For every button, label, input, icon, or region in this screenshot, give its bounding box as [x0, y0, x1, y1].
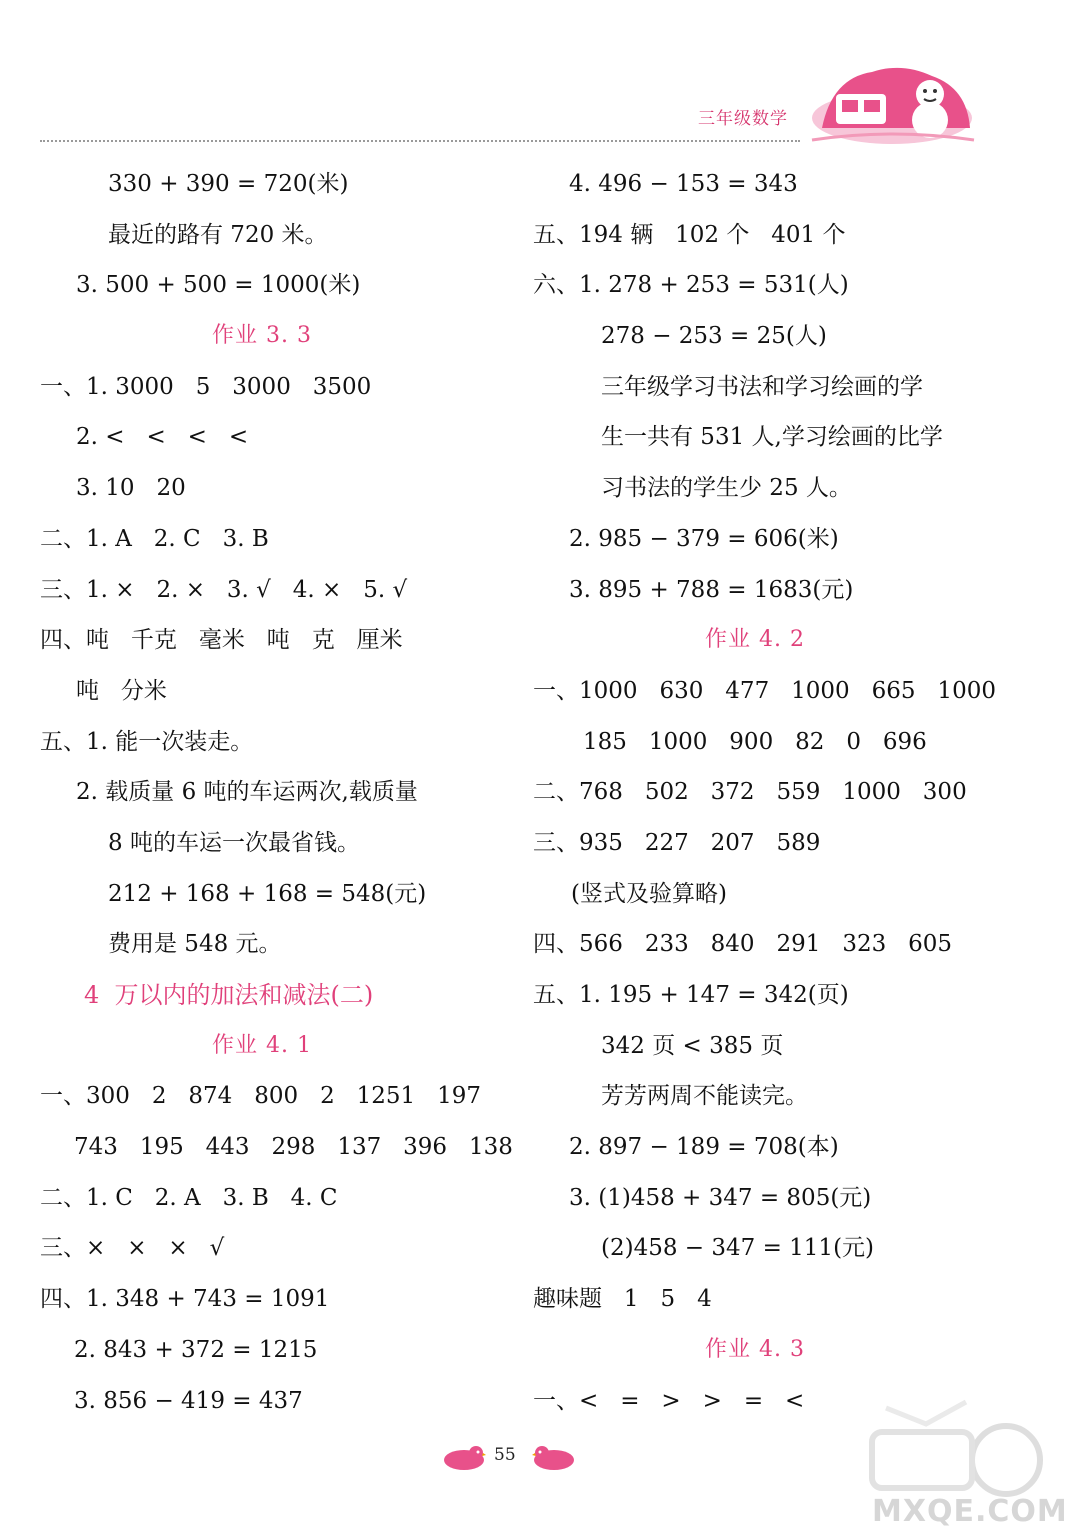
answer-line: 3. 895 + 788 = 1683(元) [569, 576, 854, 603]
answer-line: 3. 500 + 500 = 1000(米) [76, 272, 361, 299]
answer-line: 一、300 2 874 800 2 1251 197 [40, 1083, 481, 1110]
answer-line: 趣味题 1 5 4 [533, 1286, 712, 1313]
chapter-title: 4 万以内的加法和减法(二) [84, 981, 374, 1009]
answer-line: 二、1. C 2. A 3. B 4. C [40, 1184, 338, 1211]
answer-line: 278 − 253 = 25(人) [601, 323, 827, 350]
subject-label: 三年级数学 [698, 109, 788, 129]
answer-line: 五、194 辆 102 个 401 个 [533, 221, 846, 248]
answer-line: 330 + 390 = 720(米) [108, 171, 349, 197]
answer-line: (2)458 − 347 = 111(元) [601, 1235, 875, 1262]
answer-line: 最近的路有 720 米。 [108, 221, 328, 248]
answer-line: 2. 985 − 379 = 606(米) [569, 525, 839, 552]
answer-line: 342 页 < 385 页 [601, 1032, 784, 1059]
page-number: 55 [494, 1445, 516, 1465]
answer-line: 2. 载质量 6 吨的车运两次,载质量 [76, 779, 418, 806]
watermark-text: MXQE.COM [872, 1494, 1068, 1529]
answer-line: 五、1. 能一次装走。 [40, 728, 254, 755]
answer-line: (竖式及验算略) [571, 880, 727, 907]
answer-line: 185 1000 900 82 0 696 [583, 728, 927, 755]
answer-line: 743 195 443 298 137 396 138 [74, 1134, 513, 1161]
section-heading: 作业 4. 2 [705, 627, 805, 653]
answer-line: 三、× × × √ [40, 1235, 225, 1262]
answer-line: 3. 10 20 [76, 475, 186, 502]
bird-right-icon [532, 1442, 578, 1472]
snowman-house-illustration [812, 58, 974, 144]
answer-line: 一、1000 630 477 1000 665 1000 [533, 677, 996, 704]
answer-line: 2. < < < < [76, 424, 249, 451]
answer-line: 2. 897 − 189 = 708(本) [569, 1134, 839, 1161]
answer-line: 吨 分米 [76, 677, 167, 704]
right-column [533, 164, 1003, 1431]
answer-line: 习书法的学生少 25 人。 [601, 475, 852, 502]
answer-line: 三、935 227 207 589 [533, 829, 821, 856]
answer-line: 212 + 168 + 168 = 548(元) [108, 880, 427, 907]
answer-line: 二、1. A 2. C 3. B [40, 525, 269, 552]
section-heading: 作业 3. 3 [212, 323, 312, 349]
answer-line: 三、1. × 2. × 3. √ 4. × 5. √ [40, 576, 408, 603]
answer-line: 一、< = > > = < [533, 1387, 805, 1414]
answer-line: 二、768 502 372 559 1000 300 [533, 779, 967, 806]
answer-line: 费用是 548 元。 [108, 931, 282, 958]
answer-line: 4. 496 − 153 = 343 [569, 171, 798, 197]
answer-line: 3. 856 − 419 = 437 [74, 1387, 303, 1414]
header-divider [40, 140, 800, 142]
answer-line: 六、1. 278 + 253 = 531(人) [533, 272, 849, 299]
answer-line: 四、1. 348 + 743 = 1091 [40, 1286, 330, 1313]
answer-line: 五、1. 195 + 147 = 342(页) [533, 982, 849, 1008]
section-heading: 作业 4. 3 [705, 1336, 805, 1362]
answer-line: 四、566 233 840 291 323 605 [533, 931, 953, 958]
answer-line: 2. 843 + 372 = 1215 [74, 1336, 318, 1363]
answer-line: 三年级学习书法和学习绘画的学 [601, 373, 923, 400]
answer-line: 3. (1)458 + 347 = 805(元) [569, 1184, 872, 1211]
answer-line: 芳芳两周不能读完。 [601, 1083, 808, 1110]
bird-left-icon [440, 1442, 486, 1472]
answer-line: 四、吨 千克 毫米 吨 克 厘米 [40, 627, 403, 654]
section-heading: 作业 4. 1 [212, 1032, 312, 1058]
answer-line: 一、1. 3000 5 3000 3500 [40, 373, 372, 400]
answer-line: 生一共有 531 人,学习绘画的比学 [601, 424, 943, 451]
left-column [40, 164, 513, 1431]
answer-line: 8 吨的车运一次最省钱。 [108, 829, 360, 856]
